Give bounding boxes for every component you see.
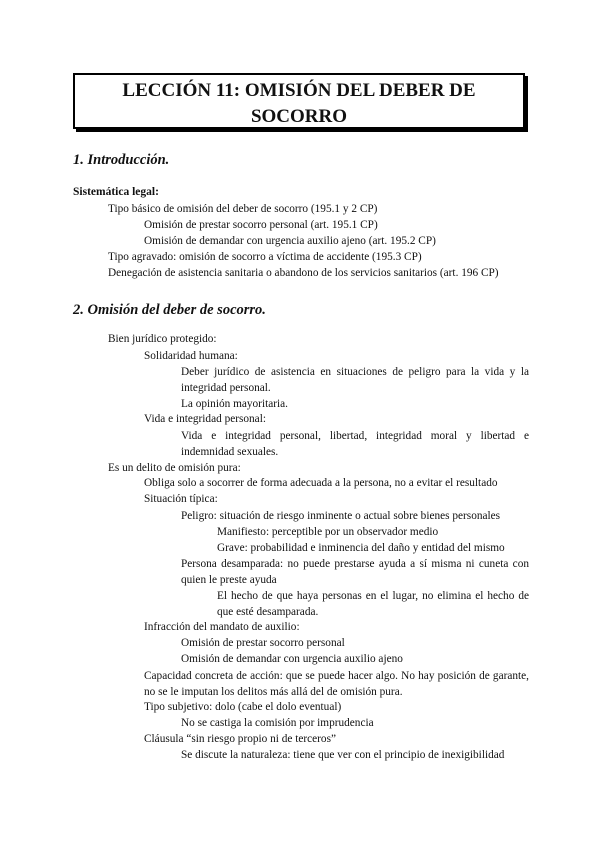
list-item-text: Capacidad concreta de acción: que se puede hacer algo. No hay posición de garante, no se le imputan los delitos más allá del de omisión pura. [144,670,529,698]
list-item-text: Persona desamparada: no puede prestarse ayuda a sí misma ni cuneta con quien le preste ayuda [181,558,529,586]
lesson-title-line2: SOCORRO [250,106,348,127]
section2-heading: 2. Omisión del deber de socorro. [73,302,266,318]
list-item-text: Tipo agravado: omisión de socorro a víctima de accidente (195.3 CP) [108,251,422,263]
list-item-text: Tipo básico de omisión del deber de socorro (195.1 y 2 CP) [108,203,378,215]
section1-heading: 1. Introducción. [73,152,170,168]
list-item-text: Omisión de demandar con urgencia auxilio ajeno [181,653,403,665]
list-item-text: Peligro: situación de riesgo inminente o actual sobre bienes personales [181,510,501,522]
list-item-text: Omisión de demandar con urgencia auxilio ajeno (art. 195.2 CP) [144,235,436,247]
list-item-text: No se castiga la comisión por imprudencia [181,717,374,729]
list-item-text: Situación típica: [144,493,218,505]
list-item-text: Grave: probabilidad e inminencia del daño y entidad del mismo [217,542,505,554]
list-item-text: Es un delito de omisión pura: [108,462,241,474]
list-item-text: Omisión de prestar socorro personal [181,637,345,649]
list-item-text: Solidaridad humana: [144,350,238,362]
list-item-text: Vida e integridad personal: [144,413,266,425]
section1-subheading: Sistemática legal: [73,186,159,198]
list-item-text: Cláusula “sin riesgo propio ni de terceros” [144,733,336,745]
list-item-text: Infracción del mandato de auxilio: [144,621,300,633]
list-item-text: Manifiesto: perceptible por un observador medio [217,526,439,538]
lesson-title-box [73,73,525,129]
list-item-text: Denegación de asistencia sanitaria o abandono de los servicios sanitarios (art. 196 CP) [108,267,499,279]
list-item-text: Obliga solo a socorrer de forma adecuada a la persona, no a evitar el resultado [144,477,498,489]
list-item-text: Vida e integridad personal, libertad, integridad moral y libertad e indemnidad sexuales. [181,430,529,458]
list-item-text: El hecho de que haya personas en el lugar, no elimina el hecho de que esté desamparada. [217,590,529,618]
list-item-text: Omisión de prestar socorro personal (art. 195.1 CP) [144,219,378,231]
list-item-text: Tipo subjetivo: dolo (cabe el dolo eventual) [144,701,342,713]
lesson-title-line1: LECCIÓN 11: OMISIÓN DEL DEBER DE [122,80,476,101]
list-item-text: Se discute la naturaleza: tiene que ver con el principio de inexigibilidad [181,749,505,761]
list-item-text: Bien jurídico protegido: [108,333,217,345]
list-item-text: La opinión mayoritaria. [181,398,288,410]
list-item-text: Deber jurídico de asistencia en situaciones de peligro para la vida y la integridad personal. [181,366,529,394]
